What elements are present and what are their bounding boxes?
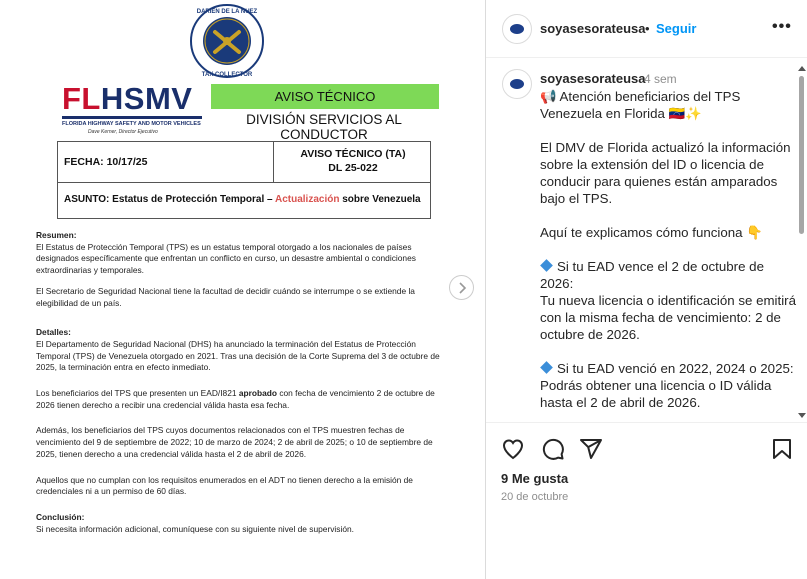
detalles-paragraph-2: Los beneficiarios del TPS que presenten un EAD/I821 aprobado con fecha de vencimiento 2 de octubre de 2026 tienen derecho a recibir una credencial válida hasta esa fecha.	[36, 388, 435, 410]
caption-avatar[interactable]	[502, 69, 532, 99]
notice-meta-table	[57, 141, 431, 219]
avatar[interactable]	[502, 14, 532, 44]
aviso-cell: AVISO TÉCNICO (TA) DL 25-022	[300, 148, 406, 174]
detalles-paragraph-4: Aquellos que no cumplan con los requisitos enumerados en el ADT no tienen derecho a la emisión de credenciales ni a un permiso de 60 días.	[36, 474, 413, 497]
header-separator: •	[645, 21, 650, 36]
bookmark-icon[interactable]	[770, 437, 794, 461]
detalles-paragraph-1: El Departamento de Seguridad Nacional (DHS) ha anunciado la terminación del Estatus de Protección Temporal (TPS) de Venezuela otorgado en 2021. Tras una decisión de la Corte Suprema del 3 de octubre de 2025, la terminación entra en efecto inmediato.	[36, 338, 440, 373]
caption-line-3: Aquí te explicamos cómo funciona 👇	[540, 225, 763, 240]
logo-director: Dave Kerner, Director Ejecutivo	[88, 129, 158, 135]
caption-line-1: 📢 Atención beneficiarios del TPS Venezuela en Florida 🇻🇪✨	[540, 89, 741, 121]
aviso-tecnico-banner: AVISO TÉCNICO	[211, 84, 439, 109]
blue-diamond-icon	[540, 259, 553, 272]
conclusion-heading: Conclusión:	[36, 511, 85, 522]
detalles-paragraph-3: Además, los beneficiarios del TPS cuyos documentos relacionados con el TPS muestren fechas de vencimiento del 9 de septiembre de 2022; 10 de marzo de 2024; 2 de abril de 2025; o 10 de septiembre de 2025, tienen derecho a una credencial válida hasta el 2 de abril de 2026.	[36, 425, 433, 459]
follow-button[interactable]: Seguir	[656, 21, 697, 36]
flhsmv-logo: FLHSMV FLORIDA HIGHWAY SAFETY AND MOTOR VEHICLES Dave Kerner, Director Ejecutivo	[62, 81, 201, 135]
svg-text:DARIEN DE LA NUEZ: DARIEN DE LA NUEZ	[196, 9, 258, 15]
more-options-icon[interactable]: •••	[772, 18, 792, 35]
post-date: 20 de octubre	[501, 491, 569, 503]
division-title: DIVISIÓN SERVICIOS AL CONDUCTOR	[246, 112, 402, 142]
next-image-button[interactable]	[449, 275, 474, 300]
likes-count[interactable]: 9 Me gusta	[501, 471, 569, 486]
asunto-cell: ASUNTO: Estatus de Protección Temporal – Actualización sobre Venezuela	[64, 194, 421, 205]
scrollbar-thumb[interactable]	[799, 76, 804, 234]
caption-area	[486, 59, 807, 421]
scroll-down-arrow-icon[interactable]	[798, 413, 806, 418]
post-actions	[486, 422, 807, 579]
caption-line-2: El DMV de Florida actualizó la información sobre la extensión del ID o licencia de conducir para quienes están amparados bajo el TPS.	[540, 140, 791, 206]
scroll-up-arrow-icon[interactable]	[798, 66, 806, 71]
caption-bullet-2: Si tu EAD venció en 2022, 2024 o 2025: Podrás obtener una licencia o ID válida hasta el 2 de abril de 2026.	[540, 361, 794, 410]
fecha-cell: FECHA: 10/17/25	[64, 156, 148, 168]
post-time[interactable]: 4 sem	[644, 72, 677, 86]
resumen-paragraph-2: El Secretario de Seguridad Nacional tiene la facultad de decidir cuándo se interrumpe o se extiende la elegibilidad de un país.	[36, 285, 415, 308]
svg-text:TAX COLLECTOR: TAX COLLECTOR	[201, 72, 253, 78]
detalles-heading: Detalles:	[36, 327, 71, 338]
logo-subtitle: FLORIDA HIGHWAY SAFETY AND MOTOR VEHICLES	[62, 121, 201, 127]
conclusion-paragraph: Si necesita información adicional, comuníquese con su siguiente nivel de supervisión.	[36, 523, 354, 534]
tax-collector-seal	[181, 2, 273, 80]
chevron-right-icon	[457, 282, 467, 294]
post-header	[486, 0, 807, 58]
notice-body	[36, 230, 440, 544]
caption-username[interactable]: soyasesorateusa	[540, 71, 646, 86]
header-username[interactable]: soyasesorateusa	[540, 21, 646, 36]
blue-diamond-icon	[540, 361, 553, 374]
share-icon[interactable]	[579, 437, 603, 461]
resumen-heading: Resumen:	[36, 230, 77, 240]
heart-icon[interactable]	[501, 437, 525, 461]
caption-text	[540, 88, 798, 421]
resumen-paragraph-1: El Estatus de Protección Temporal (TPS) es un estatus temporal otorgado a los nacionales de países designados específicamente que enfrentan un conflicto en curso, un desastre ambiental o condiciones extraordinarias y temporales.	[36, 241, 416, 276]
caption-bullet-1: Si tu EAD vence el 2 de octubre de 2026: Tu nueva licencia o identificación se emitirá con la misma fecha de vencimiento: 2 de octubre de 2026.	[540, 259, 796, 342]
comment-icon[interactable]	[541, 437, 565, 461]
post-panel	[485, 0, 807, 579]
caption-scrollbar[interactable]	[796, 64, 806, 420]
